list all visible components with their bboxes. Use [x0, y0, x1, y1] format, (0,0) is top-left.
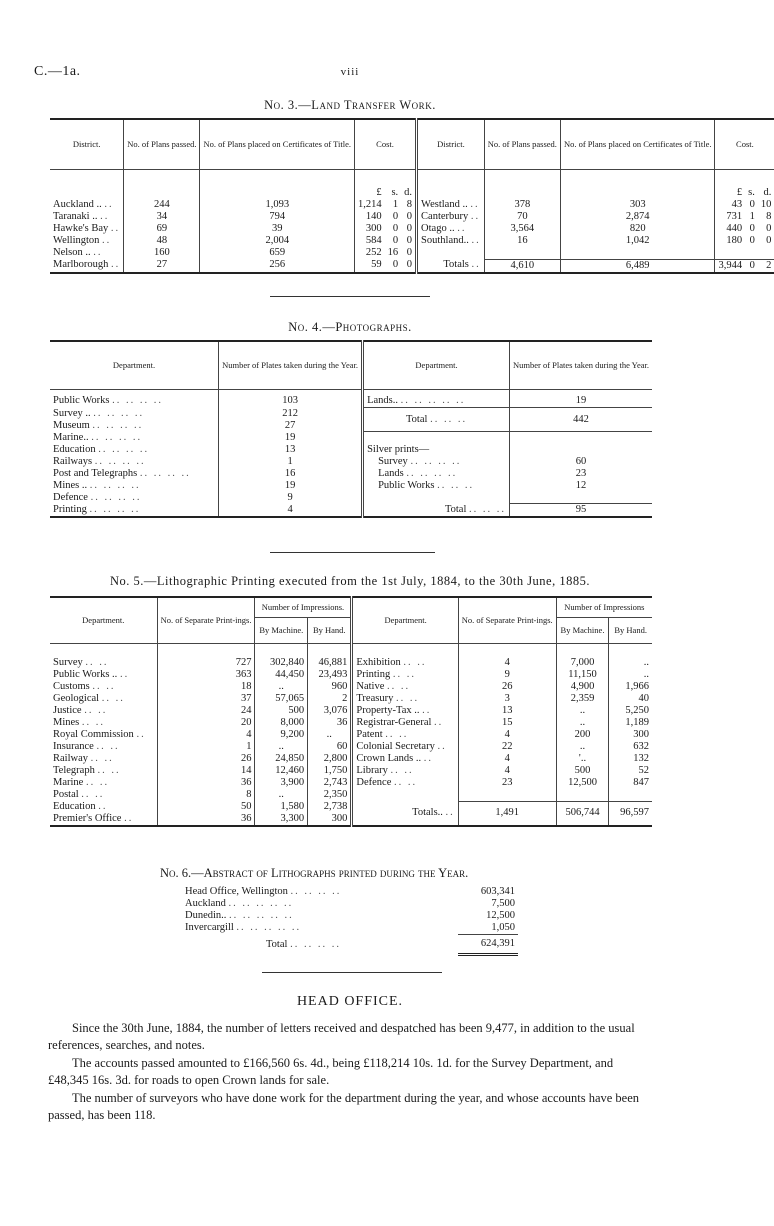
abstract-table	[182, 886, 518, 956]
t3-head-cert-l: No. of Plans placed on Certificates of Title.	[200, 119, 355, 169]
t5-head-sep-l: No. of Separate Print-ings.	[157, 597, 255, 643]
table-row: Public Works .. .. 363 44,450 23,493 Printing .. .. 9 11,150 ..	[50, 669, 652, 681]
head-office-title: HEAD OFFICE.	[296, 994, 404, 1009]
t5-total-h: 96,597	[609, 801, 652, 826]
paragraph-surveyors: The number of surveyors who have done work for the department during the year, and whose accounts have been passed, has been 118.	[48, 1091, 640, 1122]
page-reference: C.—1a.	[34, 64, 81, 79]
table-row: Survey .. .. .. .. .. 212 Total .. .. .. 442	[50, 408, 652, 420]
t3-head-district-l: District.	[50, 119, 124, 169]
paragraph-accounts: The accounts passed amounted to £166,560 6s. 4d., being £118,214 10s. 1d. for the Survey Department, and £48,345 16s. 3d. for roads to open Crown lands for sale.	[48, 1056, 614, 1087]
separator-rule	[270, 296, 430, 297]
table-row: Railway .. .. 26 24,850 2,800 Crown Lands .. .. 4 '.. 132	[50, 753, 652, 765]
t5-totals-label: Totals..	[412, 807, 443, 818]
table5-title: No. 5.—Lithographic Printing executed from the 1st July, 1884, to the 30th June, 1885.	[110, 574, 590, 588]
t4-silver-label: Silver prints—	[363, 444, 510, 456]
t3-total-cert: 6,489	[560, 259, 715, 273]
table-row: Auckland .. .. .. .. .. 7,500	[185, 898, 515, 909]
table-row: Education .. 50 1,580 2,738 Totals.. .. 1,491 506,744 96,597	[50, 801, 652, 813]
table-row: Railways .. .. .. .. 1 Survey .. .. .. .. 60	[50, 456, 652, 468]
t3-units-row: £ s. d. £ s. d.	[50, 187, 774, 199]
table-row: Wellington .. 48 2,004 584 0 0 Southland.. .. 16 1,042 180 0 0	[53, 235, 772, 246]
table-row: Marine.. .. .. .. .. 19	[50, 432, 652, 444]
t4-head-dept-l: Department.	[50, 341, 219, 389]
table-row: Survey .. .. 727 302,840 46,881 Exhibition .. .. 4 7,000 ..	[50, 657, 652, 669]
t3-head-plans-r: No. of Plans passed.	[484, 119, 560, 169]
t3-head-district-r: District.	[417, 119, 485, 169]
table-row: Hawke's Bay .. 69 39 300 0 0 Otago .. .. 3,564 820 440 0 0	[53, 223, 772, 234]
t4-head-dept-r: Department.	[363, 341, 510, 389]
table-row: Taranaki .. .. 34 794 140 0 0 Canterbury .. 70 2,874 731 1 8	[53, 211, 772, 222]
table-row: Postal .. .. 8 .. 2,350	[50, 789, 652, 801]
table-row: Justice .. .. 24 500 3,076 Property-Tax .. .. 13 .. 5,250	[50, 705, 652, 717]
table-row: Auckland .. .. 244 1,093 1,214 1 8 Westland .. .. 378 303 43 0 10	[53, 199, 772, 210]
table-row: Geological .. .. 37 57,065 2 Treasury .. .. 3 2,359 40	[50, 693, 652, 705]
table-row: Premier's Office .. 36 3,300 300	[50, 813, 652, 826]
table6-title: No. 6.—Abstract of Lithographs printed during the Year.	[160, 866, 469, 880]
table-row: Telegraph .. .. 14 12,460 1,750 Library .. .. 4 500 52	[50, 765, 652, 777]
table-row: Mines .. .. .. .. .. 19 Public Works .. .. .. 12	[50, 480, 652, 492]
t3-totals-label: Totals ..	[417, 259, 485, 273]
separator-rule	[262, 972, 442, 973]
t5-head-imp-r: Number of Impressions	[556, 597, 652, 617]
table-row: Head Office, Wellington .. .. .. .. 603,341	[185, 886, 515, 897]
separator-rule	[270, 552, 435, 553]
land-transfer-table	[50, 118, 774, 274]
paragraph-letters: Since the 30th June, 1884, the number of letters received and despatched has been 9,477, in addition to the usual references, searches, and notes.	[48, 1021, 635, 1052]
t3-total-l: 3,944	[715, 259, 745, 273]
table-row: Royal Commission .. 4 9,200 .. Patent .. .. 4 200 300	[50, 729, 652, 741]
t5-head-imp-l: Number of Impressions.	[255, 597, 352, 617]
t3-head-cert-r: No. of Plans placed on Certificates of Title.	[560, 119, 715, 169]
t5-head-dept-r: Department.	[352, 597, 458, 643]
t4-total2: 95	[510, 504, 653, 518]
t5-head-sep-r: No. of Separate Print-ings.	[458, 597, 556, 643]
table-row: Nelson .. .. 160 659 252 16 0	[50, 247, 774, 259]
t5-head-mach-l: By Machine.	[255, 617, 308, 643]
t3-total-plans: 4,610	[484, 259, 560, 273]
table3-title: No. 3.—Land Transfer Work.	[264, 98, 436, 112]
table-row: Education .. .. .. .. 13 Silver prints—	[50, 444, 652, 456]
table-row: Insurance .. .. 1 .. 60 Colonial Secretary .. 22 .. 632	[50, 741, 652, 753]
t5-total-n: 1,491	[458, 801, 556, 826]
t4-head-num-r: Number of Plates taken during the Year.	[510, 341, 653, 389]
t3-head-cost-l: Cost.	[355, 119, 417, 169]
t6-total: 624,391	[458, 935, 518, 955]
table-row: Mines .. .. 20 8,000 36 Registrar-General .. 15 .. 1,189	[50, 717, 652, 729]
t4-head-num-l: Number of Plates taken during the Year.	[219, 341, 363, 389]
table-row: Printing .. .. .. .. 4 Total .. .. .. 95	[50, 504, 652, 518]
table-row: Museum .. .. .. .. 27	[50, 420, 652, 432]
table-row: Post and Telegraphs .. .. .. .. 16 Lands .. .. .. .. 23	[50, 468, 652, 480]
table-row: Dunedin.. .. .. .. .. .. 12,500	[185, 910, 515, 921]
t6-total-row: Total .. .. .. .. 624,391	[182, 935, 518, 955]
t5-head-hand-r: By Hand.	[609, 617, 652, 643]
t5-head-hand-l: By Hand.	[308, 617, 352, 643]
photographs-table	[50, 340, 652, 518]
t3-head-cost-r: Cost.	[715, 119, 774, 169]
t5-head-mach-r: By Machine.	[556, 617, 609, 643]
t5-head-dept-l: Department.	[50, 597, 157, 643]
t4-total1: 442	[510, 408, 653, 432]
t5-total-m: 506,744	[556, 801, 609, 826]
table-row: Invercargill .. .. .. .. .. 1,050	[182, 922, 518, 935]
lithographic-printing-table	[50, 596, 652, 827]
page-number: viii	[340, 66, 360, 78]
table4-title: No. 4.—Photographs.	[288, 320, 412, 334]
table-row: Marine .. .. 36 3,900 2,743 Defence .. .. 23 12,500 847	[50, 777, 652, 789]
t3-head-plans-l: No. of Plans passed.	[124, 119, 200, 169]
table-row: Public Works .. .. .. .. 103 Lands.. .. .. .. .. .. 19	[50, 395, 652, 408]
table-row: Customs .. .. 18 .. 960 Native .. .. 26 4,900 1,966	[50, 681, 652, 693]
table-row: Defence .. .. .. .. 9	[50, 492, 652, 504]
table-row: Marlborough .. 27 256 59 0 0 Totals .. 4,610 6,489 3,944 0 2	[50, 259, 774, 273]
